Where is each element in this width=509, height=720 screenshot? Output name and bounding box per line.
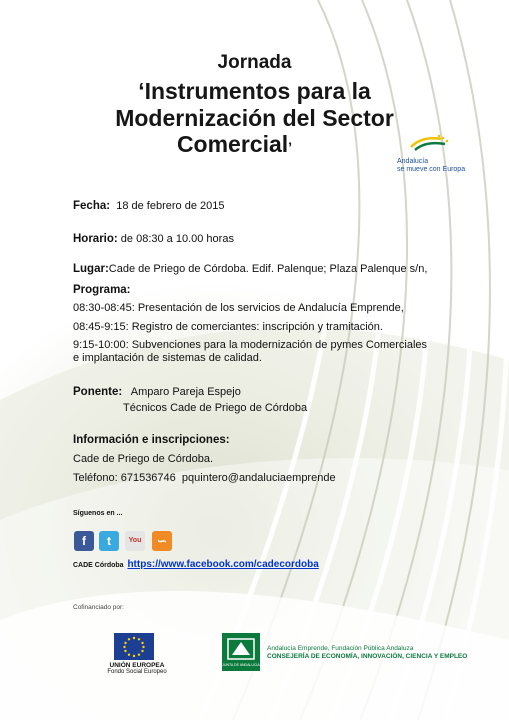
facebook-link[interactable]: https://www.facebook.com/cadecordoba [127,559,319,570]
horario-row [73,232,234,246]
info-contact [73,471,336,485]
andalucia-europa-logo [397,133,466,173]
horario-label: Horario: [73,233,118,245]
junta-andalucia-logo [222,633,260,671]
ponente-tecnicos: Técnicos Cade de Priego de Córdoba [123,402,308,414]
twitter-icon[interactable]: t [99,531,119,551]
facebook-icon[interactable]: f [74,531,94,551]
info-label: Información e inscripciones: [73,434,230,446]
cade-link-row [73,558,319,573]
fecha-label: Fecha: [73,200,111,212]
eu-flag-icon [114,633,154,660]
fecha-row [73,199,224,213]
andalucia-flag-icon [397,133,459,157]
phone-number: 671536746 [120,472,176,484]
programa-item: e implantación de sistemas de calidad. [73,352,262,364]
programa-label: Programa: [73,284,131,296]
event-title-line-3: Comercial’ [176,131,293,157]
event-type: Jornada [217,52,292,73]
programa-item: 08:30-08:45: Presentación de los servicios de Andalucía Emprende, [73,302,404,314]
andalucia-logo-text: Andalucía se mueve con Europa [397,158,466,173]
cade-label: CADE Córdoba [73,562,124,569]
youtube-icon[interactable]: You [125,531,145,551]
lugar-value: Cade de Priego de Córdoba. Edif. Palenque; Plaza Palenque s/n, [108,263,428,275]
eu-label: UNIÓN EUROPEA Fondo Social Europeo [107,662,167,675]
svg-text:JUNTA DE ANDALUCIA: JUNTA DE ANDALUCIA [222,663,260,667]
ponente-row [73,385,241,399]
email-address[interactable]: pquintero@andaluciaemprende [181,472,336,484]
horario-value: de 08:30 a 10.00 horas [120,233,234,245]
follow-us-label: Síguenos en ... [73,510,123,517]
programa-item: 9:15-10:00: Subvenciones para la modernización de pymes Comerciales [73,339,428,351]
ponente-label: Ponente: [73,386,123,398]
event-title-line-1: ‘Instrumentos para la [138,78,371,104]
rss-icon[interactable]: ∽ [152,531,172,551]
lugar-row [73,262,427,276]
programa-item: 08:45-9:15: Registro de comerciantes: inscripción y tramitación. [73,321,383,333]
fecha-value: 18 de febrero de 2015 [116,200,225,212]
info-location: Cade de Priego de Córdoba. [73,453,214,465]
junta-andalucia-text: Andalucía Emprende, Fundación Pública Andaluza CONSEJERÍA DE ECONOMÍA, INNOVACIÓN, CIENCIA Y EMPLEO [267,645,468,660]
ponente-name: Amparo Pareja Espejo [130,386,241,398]
cofinanciado-label: Cofinanciado por: [73,604,124,611]
event-title-line-2: Modernización del Sector [115,105,394,131]
phone-label: Teléfono: [73,472,118,484]
lugar-label: Lugar: [73,263,109,275]
